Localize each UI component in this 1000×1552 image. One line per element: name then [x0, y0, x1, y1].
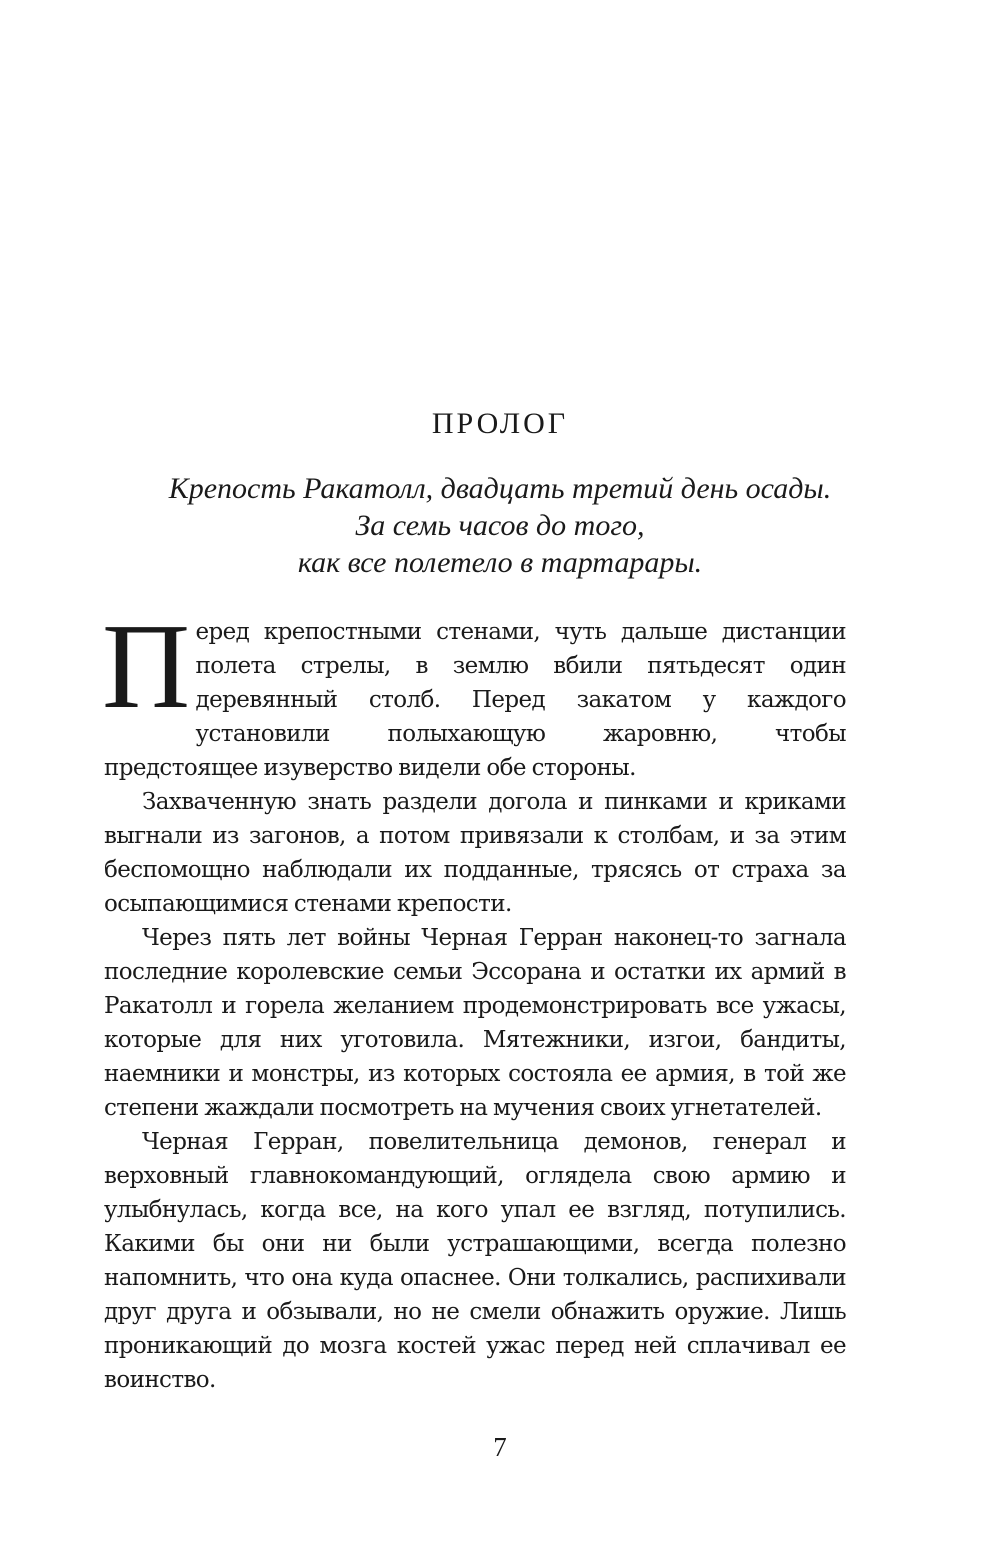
paragraph: Захваченную знать раздели догола и пинками и криками выгнали из загонов, а потом привязали к столбам, и за этим беспомощно наблюдали их подданные, трясясь от страха за осыпающимися стенами крепости.	[104, 789, 846, 917]
epigraph	[0, 470, 1000, 581]
drop-cap: П	[102, 599, 190, 734]
epigraph-line: За семь часов до того,	[355, 509, 645, 542]
body-text	[102, 599, 846, 1397]
first-paragraph	[102, 599, 846, 785]
chapter-title: ПРОЛОГ	[431, 407, 569, 440]
epigraph-line: как все полетело в тартарары.	[297, 546, 703, 579]
paragraph: Черная Герран, повелительница демонов, генерал и верховный главнокомандующий, оглядела свою армию и улыбнулась, когда все, на кого упал ее взгляд, потупились. Какими бы они ни были устрашающими, всегда полезно напомнить, что она куда опаснее. Они толкались, распихивали друг друга и обзывали, но не смели обнажить оружие. Лишь проникающий до мозга костей ужас перед ней сплачивал ее воинство.	[104, 1129, 846, 1393]
epigraph-line: Крепость Ракатолл, двадцать третий день осады.	[168, 472, 832, 505]
page-number: 7	[493, 1432, 507, 1462]
paragraph: Через пять лет войны Черная Герран наконец-то загнала последние королевские семьи Эссорана и остатки их армий в Ракатолл и горела желанием продемонстрировать все ужасы, которые для них уготовила. Мятежники, изгои, бандиты, наемники и монстры, из которых состояла ее армия, в той же степени жаждали посмотреть на мучения своих угнетателей.	[104, 925, 846, 1121]
paragraph: еред крепостными стенами, чуть дальше дистанции полета стрелы, в землю вбили пятьдесят один деревянный столб. Перед закатом у каждого установили полыхающую жаровню, чтобы предстоящее изуверство видели обе стороны.	[104, 619, 846, 781]
